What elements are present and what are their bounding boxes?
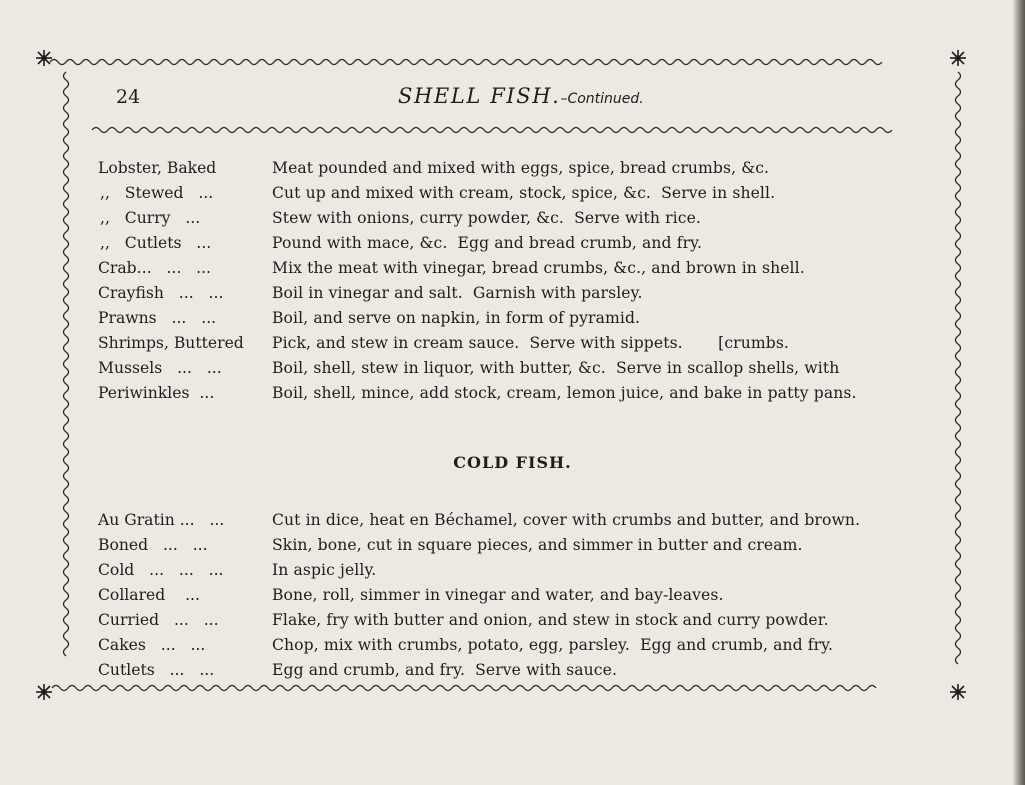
cold-fish-heading: COLD FISH. (453, 453, 572, 472)
border-left-wave (64, 72, 69, 656)
corner-ornament-top-right (950, 50, 966, 66)
dish-method: Chop, mix with crumbs, potato, egg, parsley. Egg and crumb, and fry. (272, 636, 834, 654)
border-right-wave (956, 72, 961, 664)
dish-method: Stew with onions, curry powder, &c. Serve with rice. (272, 209, 701, 227)
dish-name: ,, Cutlets ... (100, 234, 212, 252)
dish-method: Bone, roll, simmer in vinegar and water, and bay-leaves. (272, 586, 724, 604)
dish-name: Shrimps, Buttered (98, 334, 244, 352)
dish-method: Flake, fry with butter and onion, and stew in stock and curry powder. (272, 611, 829, 629)
dish-name: Crab... ... ... (98, 259, 212, 277)
corner-ornament-bottom-right (950, 684, 966, 700)
border-bottom-wave (52, 686, 876, 691)
dish-method: In aspic jelly. (272, 561, 377, 579)
dish-name: Cutlets ... ... (98, 661, 215, 679)
dish-method: Cut up and mixed with cream, stock, spice, &c. Serve in shell. (272, 184, 776, 202)
dish-name: Crayfish ... ... (98, 284, 224, 302)
dish-method: Cut in dice, heat en Béchamel, cover with crumbs and butter, and brown. (272, 511, 861, 529)
dish-name: Cold ... ... ... (98, 561, 224, 579)
dish-method: Pound with mace, &c. Egg and bread crumb, and fry. (272, 234, 703, 252)
dish-name: Periwinkles ... (98, 384, 215, 402)
dish-name: Mussels ... ... (98, 359, 222, 377)
dish-name: Curried ... ... (98, 611, 219, 629)
corner-ornament-bottom-left (36, 684, 52, 700)
running-title-main: SHELL FISH. (398, 84, 561, 108)
dish-name: ,, Curry ... (100, 209, 201, 227)
running-title-continued: –Continued. (560, 91, 644, 107)
dish-method: Boil, shell, mince, add stock, cream, lemon juice, and bake in patty pans. (272, 384, 857, 402)
page-number: 24 (116, 86, 141, 108)
dish-method: Mix the meat with vinegar, bread crumbs, &c., and brown in shell. (272, 259, 805, 277)
dish-method: Egg and crumb, and fry. Serve with sauce. (272, 661, 618, 679)
dish-name: Prawns ... ... (98, 309, 217, 327)
page-header (116, 86, 936, 116)
dish-name: Lobster, Baked (98, 159, 217, 177)
dish-method: Meat pounded and mixed with eggs, spice, bread crumbs, &c. (272, 159, 770, 177)
corner-ornament-top-left (36, 50, 52, 66)
dish-method: Skin, bone, cut in square pieces, and simmer in butter and cream. (272, 536, 803, 554)
dish-name: Collared ... (98, 586, 200, 604)
dish-name: ,, Stewed ... (100, 184, 214, 202)
dish-method: Boil, shell, stew in liquor, with butter, &c. Serve in scallop shells, with (272, 359, 840, 377)
dish-method: Pick, and stew in cream sauce. Serve with sippets. [crumbs. (272, 334, 789, 352)
dish-method: Boil, and serve on napkin, in form of pyramid. (272, 309, 641, 327)
dish-name: Boned ... ... (98, 536, 208, 554)
border-header-wave (92, 128, 892, 133)
dish-name: Au Gratin ... ... (98, 511, 225, 529)
dish-name: Cakes ... ... (98, 636, 206, 654)
dish-method: Boil in vinegar and salt. Garnish with parsley. (272, 284, 643, 302)
border-top-wave (50, 60, 882, 65)
running-title (398, 84, 644, 108)
